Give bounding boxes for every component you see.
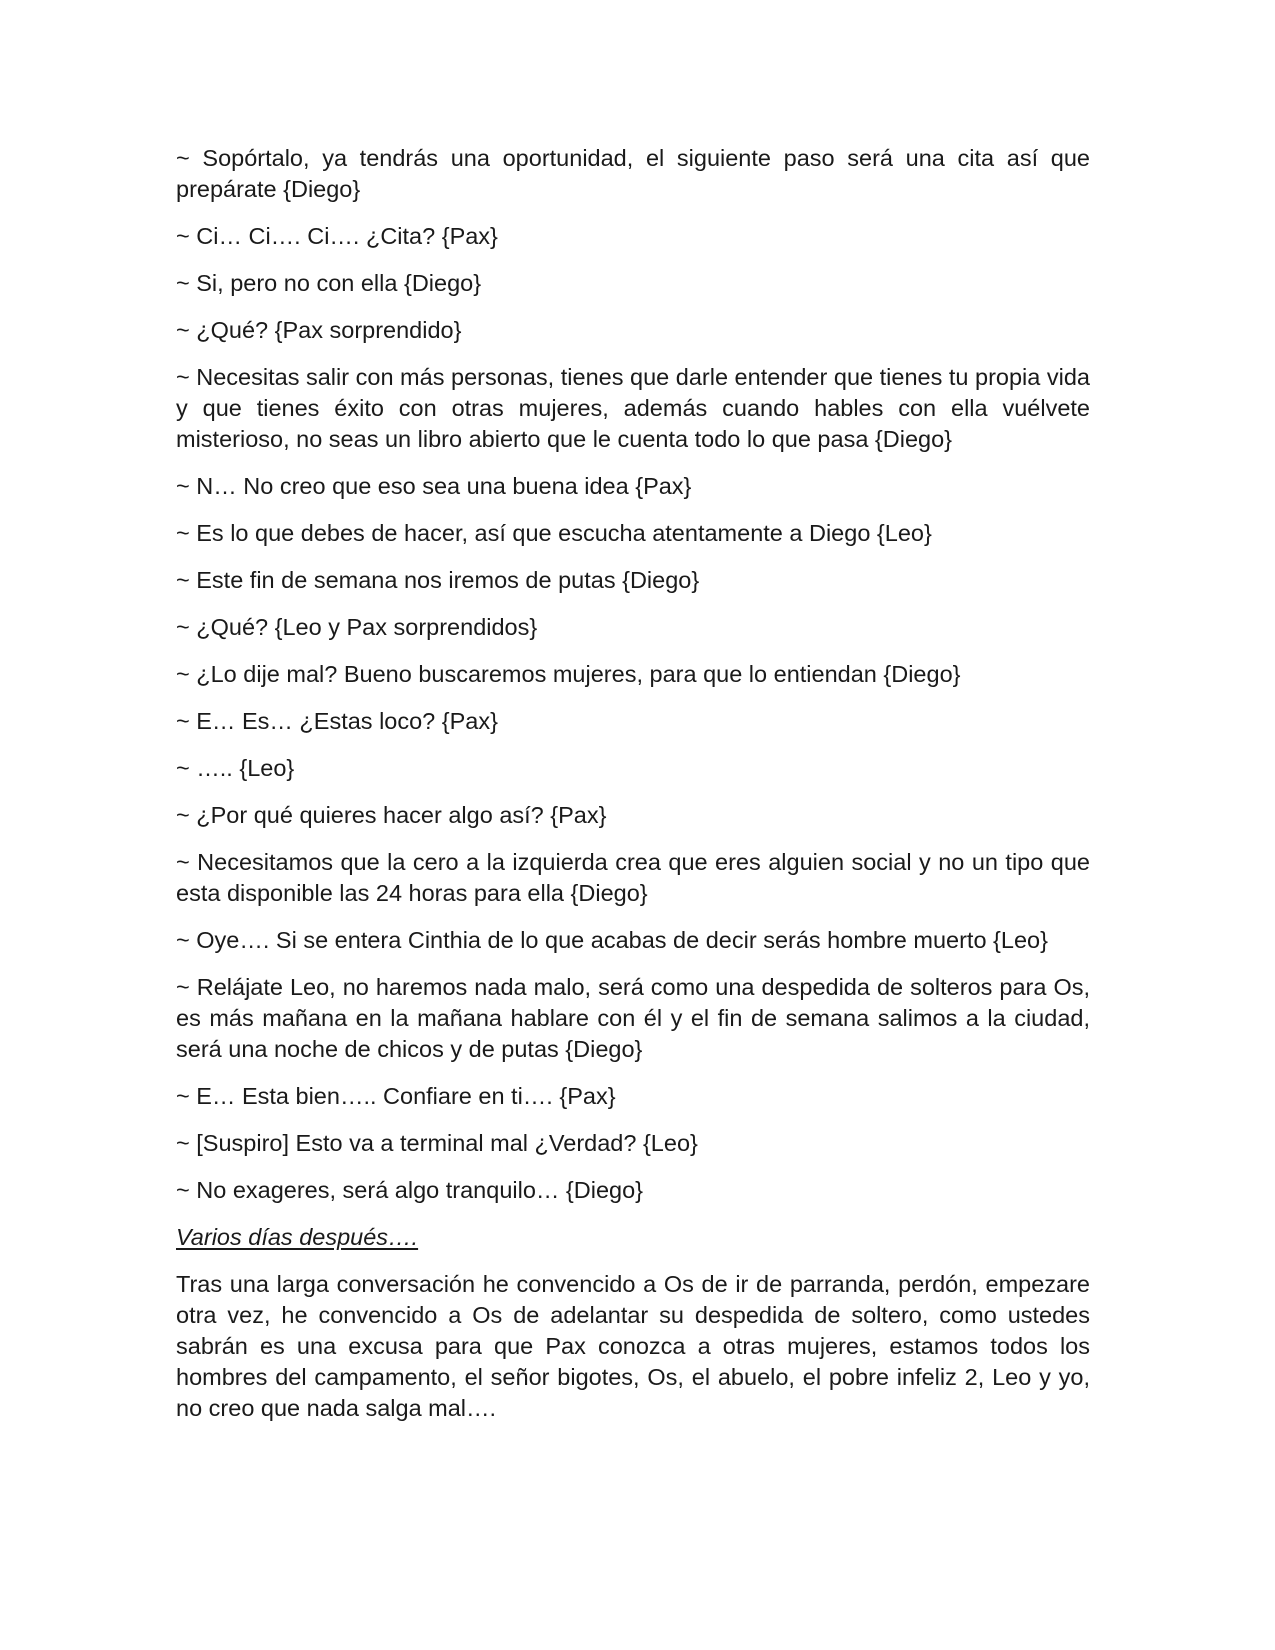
dialogue-line: ~ ¿Qué? {Leo y Pax sorprendidos}	[176, 614, 538, 640]
dialogue-line: ~ ¿Lo dije mal? Bueno buscaremos mujeres, para que lo entiendan {Diego}	[176, 661, 961, 687]
dialogue-line: ~ No exageres, será algo tranquilo… {Diego}	[176, 1177, 644, 1203]
dialogue-line: ~ Necesitas salir con más personas, tienes que darle entender que tienes tu propia vida y que tienes éxito con otras mujeres, además cuando hables con ella vuélvete misterioso, no seas un libro abierto que le cuenta todo lo que pasa {Diego}	[176, 364, 1090, 452]
dialogue-line: ~ ¿Por qué quieres hacer algo así? {Pax}	[176, 802, 607, 828]
dialogue-line: ~ Sopórtalo, ya tendrás una oportunidad, el siguiente paso será una cita así que prepárate {Diego}	[176, 145, 1090, 202]
dialogue-line: ~ E… Esta bien….. Confiare en ti…. {Pax}	[176, 1083, 616, 1109]
dialogue-line: ~ ….. {Leo}	[176, 755, 295, 781]
dialogue-line: ~ Este fin de semana nos iremos de putas {Diego}	[176, 567, 700, 593]
dialogue-line: ~ N… No creo que eso sea una buena idea {Pax}	[176, 473, 692, 499]
dialogue-line: ~ [Suspiro] Esto va a terminal mal ¿Verdad? {Leo}	[176, 1130, 698, 1156]
dialogue-line: ~ Si, pero no con ella {Diego}	[176, 270, 482, 296]
dialogue-line: ~ Es lo que debes de hacer, así que escucha atentamente a Diego {Leo}	[176, 520, 932, 546]
dialogue-line: ~ Oye…. Si se entera Cinthia de lo que acabas de decir serás hombre muerto {Leo}	[176, 927, 1048, 953]
dialogue-line: ~ ¿Qué? {Pax sorprendido}	[176, 317, 462, 343]
dialogue-line: ~ E… Es… ¿Estas loco? {Pax}	[176, 708, 498, 734]
scene-break-heading	[176, 1222, 1090, 1253]
scene-break-text: Varios días después….	[176, 1224, 419, 1250]
dialogue-line: ~ Necesitamos que la cero a la izquierda crea que eres alguien social y no un tipo que esta disponible las 24 horas para ella {Diego}	[176, 849, 1090, 906]
narration-paragraph: Tras una larga conversación he convencido a Os de ir de parranda, perdón, empezare otra vez, he convencido a Os de adelantar su despedida de soltero, como ustedes sabrán es una excusa para que Pax conozca a otras mujeres, estamos todos los hombres del campamento, el señor bigotes, Os, el abuelo, el pobre infeliz 2, Leo y yo, no creo que nada salga mal….	[176, 1271, 1090, 1421]
dialogue-line: ~ Ci… Ci…. Ci…. ¿Cita? {Pax}	[176, 223, 498, 249]
dialogue-line: ~ Relájate Leo, no haremos nada malo, será como una despedida de solteros para Os, es más mañana en la mañana hablare con él y el fin de semana salimos a la ciudad, será una noche de chicos y de putas {Diego}	[176, 974, 1090, 1062]
document-body	[176, 143, 1090, 1440]
